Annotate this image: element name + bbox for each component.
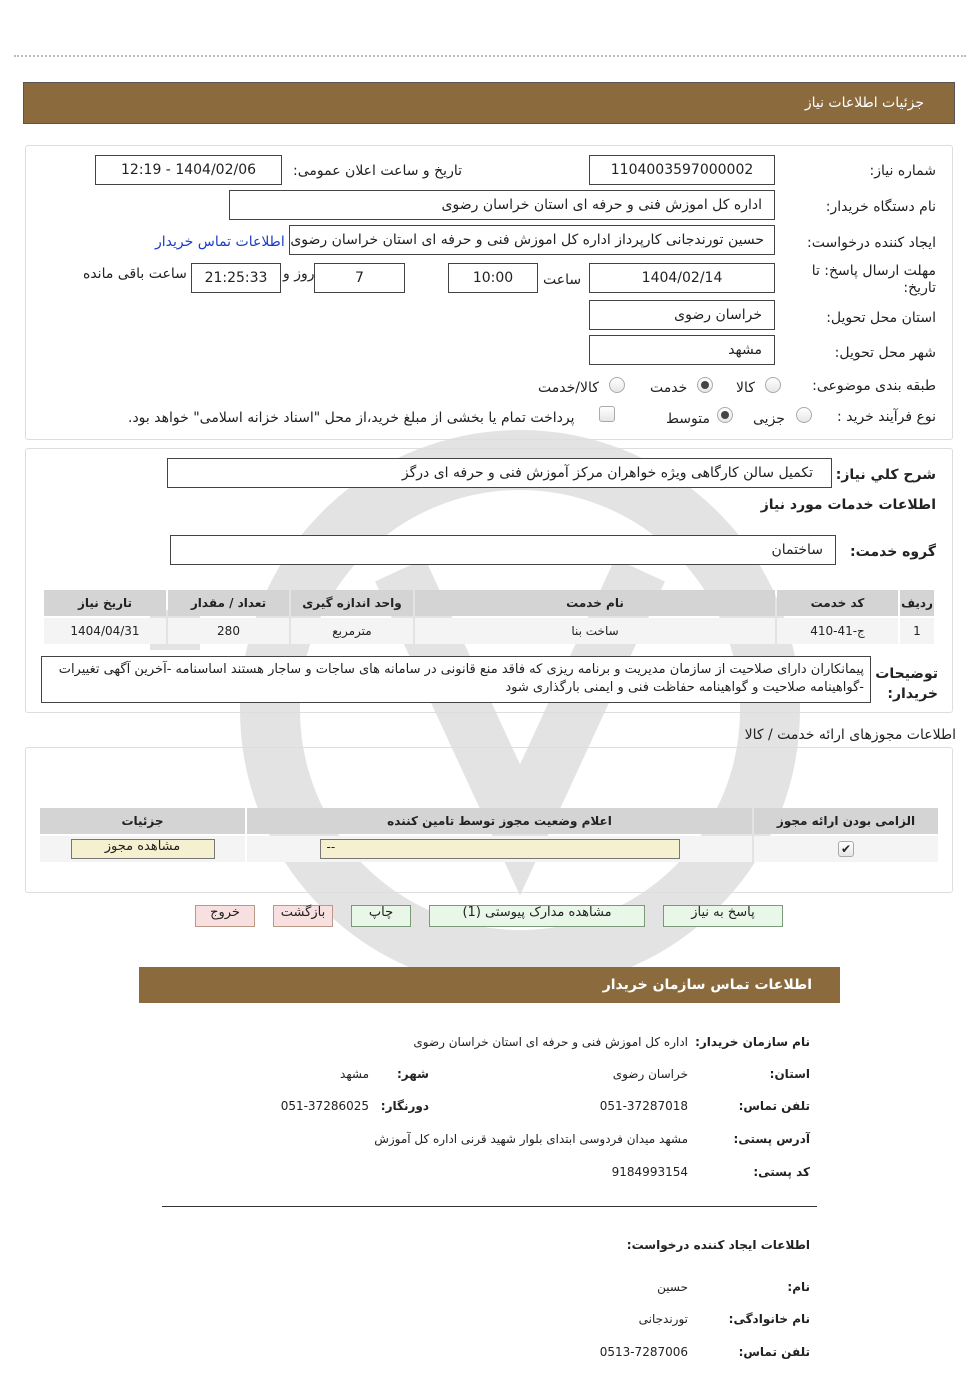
col-service-code: کد خدمت xyxy=(777,590,898,616)
view-permit-button[interactable]: مشاهده مجوز xyxy=(71,839,215,859)
deadline-remaining-label: ساعت باقی مانده xyxy=(83,266,187,282)
contact-org-label: نام سازمان خریدار: xyxy=(695,1035,810,1049)
contact-postal-value: 9184993154 xyxy=(611,1165,688,1179)
contact-section-header xyxy=(139,967,840,1003)
requester-field: حسین تورندجانی کارپرداز اداره کل اموزش فنی و حرفه ای استان خراسان رضوی xyxy=(289,225,775,255)
col-permit-required: الزامی بودن ارائه مجوز xyxy=(754,808,938,834)
contact-phone-label: تلفن تماس: xyxy=(738,1099,810,1113)
col-quantity: تعداد / مقدار xyxy=(168,590,289,616)
creator-name-value: حسین xyxy=(657,1280,688,1294)
contact-city-label: شهر: xyxy=(397,1067,429,1081)
summary-field: تکمیل سالن کارگاهی ویژه خواهران مرکز آموزش فنی و حرفه ای درگز xyxy=(167,458,832,488)
province-field: خراسان رضوی xyxy=(589,300,775,330)
top-divider xyxy=(14,55,966,57)
col-unit: واحد اندازه گیری xyxy=(291,590,413,616)
exit-button[interactable]: خروج xyxy=(195,905,255,927)
page-header-title: جزئيات اطلاعات نياز xyxy=(804,95,924,111)
service-group-field: ساختمان xyxy=(170,535,836,565)
contact-org-value: اداره کل اموزش فنی و حرفه ای استان خراسان رضوی xyxy=(413,1035,688,1049)
cell-permit-status xyxy=(247,836,752,862)
buyer-notes-label: توضیحات خریدار: xyxy=(875,666,938,702)
city-field: مشهد xyxy=(589,335,775,365)
deadline-time-field: 10:00 xyxy=(448,263,538,293)
requester-label: ایجاد کننده درخواست: xyxy=(807,235,936,251)
category-option-goods-service: کالا/خدمت xyxy=(538,380,599,396)
cell-quantity: 280 xyxy=(168,618,289,644)
permits-table-header xyxy=(40,808,938,834)
contact-address-label: آدرس پستی: xyxy=(733,1132,810,1146)
contact-fax-label: دورنگار: xyxy=(380,1099,429,1113)
purchase-option-minor: جزیی xyxy=(753,411,785,427)
contact-phone-value: 051-37287018 xyxy=(599,1099,688,1113)
cell-service-name: ساخت بنا xyxy=(415,618,775,644)
deadline-time-label: ساعت xyxy=(543,272,582,288)
permits-title: اطلاعات مجوزهای ارائه خدمت / کالا xyxy=(744,727,956,743)
purchase-type-label: نوع فرآیند خرید : xyxy=(837,409,936,425)
cell-service-code: ج-41-410 xyxy=(777,618,898,644)
page-header xyxy=(23,82,955,124)
cell-permit-required xyxy=(754,836,938,862)
cell-row-number: 1 xyxy=(900,618,934,644)
category-label: طبقه بندی موضوعی: xyxy=(812,378,936,394)
cell-permit-details xyxy=(40,836,245,862)
col-service-name: نام خدمت xyxy=(415,590,775,616)
creator-phone-value: 0513-7287006 xyxy=(599,1345,688,1359)
city-label: شهر محل تحویل: xyxy=(834,345,936,361)
category-radio-goods-service[interactable] xyxy=(609,377,625,393)
cell-need-date: 1404/04/31 xyxy=(44,618,166,644)
creator-name-label: نام: xyxy=(787,1280,810,1294)
services-title: اطلاعات خدمات مورد نیاز xyxy=(760,497,936,513)
col-permit-status: اعلام وضعیت مجوز توسط تامین کننده xyxy=(247,808,752,834)
buyer-contact-link[interactable]: اطلاعات تماس خریدار xyxy=(155,234,285,250)
purchase-option-medium: متوسط xyxy=(666,411,710,427)
services-table-header xyxy=(44,590,934,616)
purchase-radio-medium[interactable] xyxy=(717,407,733,423)
category-option-service: خدمت xyxy=(650,380,688,396)
treasury-payment-checkbox[interactable] xyxy=(599,406,615,422)
creator-section-title: اطلاعات ایجاد کننده درخواست: xyxy=(626,1238,810,1252)
back-button[interactable]: بازگشت xyxy=(273,905,333,927)
purchase-radio-minor[interactable] xyxy=(796,407,812,423)
deadline-days-label: روز و xyxy=(283,266,315,282)
announce-datetime-field: 1404/02/06 - 12:19 xyxy=(95,155,282,185)
creator-family-label: نام خانوادگی: xyxy=(728,1312,810,1326)
creator-family-value: تورندجانی xyxy=(638,1312,688,1326)
view-attachments-button[interactable]: مشاهده مدارک پیوستی (1) xyxy=(429,905,645,927)
creator-phone-label: تلفن تماس: xyxy=(738,1345,810,1359)
contact-city-value: مشهد xyxy=(340,1067,369,1081)
buyer-org-field: اداره کل اموزش فنی و حرفه ای استان خراسان رضوی xyxy=(229,190,775,220)
col-row-number: ردیف xyxy=(900,590,934,616)
treasury-payment-note: پرداخت تمام یا بخشی از مبلغ خرید،از محل "اسناد خزانه اسلامی" خواهد بود. xyxy=(128,410,575,426)
contact-postal-label: کد پستی: xyxy=(753,1165,810,1179)
summary-label: شرح کلي نياز: xyxy=(835,467,936,483)
contact-fax-value: 051-37286025 xyxy=(280,1099,369,1113)
deadline-label-line2: تاریخ: xyxy=(903,280,936,296)
deadline-label xyxy=(812,263,936,297)
category-radio-service[interactable] xyxy=(697,377,713,393)
category-radio-goods[interactable] xyxy=(765,377,781,393)
col-permit-details: جزئیات xyxy=(40,808,245,834)
services-table xyxy=(42,588,936,646)
buyer-notes-field: پیمانکاران دارای صلاحیت از سازمان مدیریت و برنامه ریزی که فاقد منع قانونی در سامانه های ساجات و ساجار هستند اساسنامه -آخرین آگهی تغییرات -گواهینامه صلاحیت و گواهینامه حفاظت فنی و ایمنی بارگذاری شود xyxy=(41,656,871,703)
province-label: استان محل تحویل: xyxy=(826,310,936,326)
cell-unit: مترمربع xyxy=(291,618,413,644)
need-number-field: 1104003597000002 xyxy=(589,155,775,185)
permit-status-field[interactable]: -- xyxy=(320,839,680,859)
table-row xyxy=(40,836,938,862)
contact-address-value: مشهد میدان فردوسی ابتدای بلوار شهید قرنی اداره کل آموزش xyxy=(374,1132,688,1146)
deadline-days-field: 7 xyxy=(314,263,405,293)
deadline-date-field: 1404/02/14 xyxy=(589,263,775,293)
deadline-label-line1: مهلت ارسال پاسخ: تا xyxy=(811,263,936,279)
contact-divider xyxy=(162,1206,817,1207)
deadline-remaining-field: 21:25:33 xyxy=(191,263,281,293)
contact-section-title: اطلاعات تماس سازمان خریدار xyxy=(602,977,812,993)
need-number-label: شماره نیاز: xyxy=(869,163,936,179)
reply-button[interactable]: پاسخ به نیاز xyxy=(663,905,783,927)
buyer-org-label: نام دستگاه خریدار: xyxy=(825,199,936,215)
announce-datetime-label: تاریخ و ساعت اعلان عمومی: xyxy=(293,163,462,179)
category-option-goods: کالا xyxy=(736,380,755,396)
table-row xyxy=(44,618,934,644)
service-group-label: گروه خدمت: xyxy=(850,544,936,560)
permits-table xyxy=(38,806,940,864)
print-button[interactable]: چاپ xyxy=(351,905,411,927)
permit-required-checkbox[interactable]: ✔ xyxy=(838,841,854,857)
contact-province-value: خراسان رضوی xyxy=(612,1067,688,1081)
col-need-date: تاریخ نیاز xyxy=(44,590,166,616)
contact-province-label: استان: xyxy=(769,1067,810,1081)
